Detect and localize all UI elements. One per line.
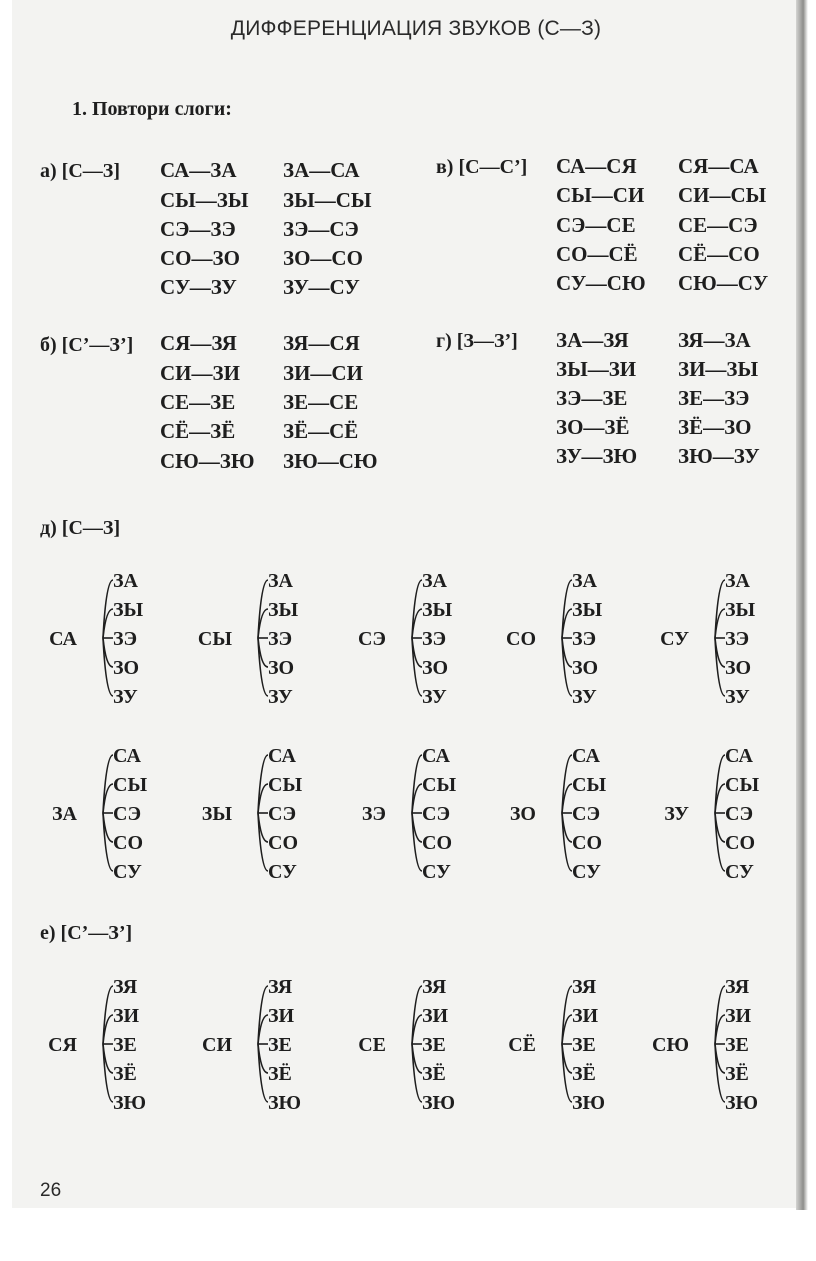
pair-item: СЁ—ЗЁ [160,419,236,443]
pair-item: СУ—СЮ [556,271,646,295]
pair-item: СЕ—ЗЕ [160,390,236,414]
tree-root-syllable: СЕ [358,1034,386,1056]
pair-item: ЗЮ—ЗУ [678,444,760,468]
pair-item: ЗА—СА [283,158,360,182]
pair-item: ЗА—ЗЯ [556,328,629,352]
tree-branch-syllable: ЗА [268,570,293,592]
tree-root-syllable: СЮ [652,1034,689,1056]
tree-branch-syllable: ЗЮ [572,1092,606,1114]
pair-item: СИ—СЫ [678,183,767,207]
book-page [12,0,804,1208]
tree-root-syllable: СИ [202,1034,232,1056]
pair-item: СЮ—СУ [678,271,769,295]
pair-item: ЗО—ЗЁ [556,415,630,439]
tree-branch-syllable: ЗЁ [572,1063,596,1085]
pair-item: ЗЯ—ЗА [678,328,751,352]
tree-branch-syllable: СУ [725,861,754,883]
tree-branch-syllable: СЭ [572,803,601,825]
tree-root-syllable: СУ [660,628,689,650]
pair-item: ЗУ—ЗЮ [556,444,638,468]
tree-branch-syllable: ЗЮ [268,1092,302,1114]
tree-branch-syllable: ЗЫ [113,599,144,621]
tree-branch-syllable: ЗУ [422,686,447,708]
tree-branch-syllable: ЗЯ [268,976,293,998]
tree-branch-syllable: ЗО [268,657,295,679]
tree-branch-syllable: ЗЕ [113,1034,137,1056]
pair-item: ЗЭ—СЭ [283,217,359,241]
tree-branch-syllable: ЗЁ [725,1063,749,1085]
tree-branch-syllable: ЗА [725,570,750,592]
tree-root-syllable: СЫ [197,628,232,650]
tree-branch-syllable: ЗА [572,570,597,592]
pair-item: ЗЫ—ЗИ [556,357,637,381]
section-label-g: г) [З—З’] [436,330,518,352]
pair-item: СЫ—СИ [556,183,645,207]
tree-branch-syllable: СО [572,832,602,854]
tree-branch-syllable: ЗЕ [572,1034,596,1056]
pair-item: ЗИ—СИ [283,361,363,385]
pair-item: ЗЁ—ЗО [678,415,752,439]
pair-item: СИ—ЗИ [160,361,240,385]
tree-branch-syllable: ЗЕ [268,1034,292,1056]
tree-branch-syllable: СУ [572,861,601,883]
tree-branch-syllable: ЗЁ [422,1063,446,1085]
pair-item: ЗИ—ЗЫ [678,357,759,381]
section-label-e: е) [С’—З’] [40,922,133,944]
tree-branch-syllable: ЗЕ [725,1034,749,1056]
tree-branch-syllable: ЗЫ [572,599,603,621]
pair-item: ЗЕ—СЕ [283,390,359,414]
pair-item: СО—ЗО [160,246,240,270]
tree-branch-syllable: СЭ [113,803,142,825]
pair-item: СЮ—ЗЮ [160,449,255,473]
tree-branch-syllable: СО [113,832,143,854]
pair-item: СЁ—СО [678,242,760,266]
exercise-title: 1. Повтори слоги: [72,98,232,120]
tree-branch-syllable: СЭ [725,803,754,825]
section-label-a: а) [С—З] [40,160,120,182]
pair-item: СЭ—ЗЭ [160,217,236,241]
page-edge-shadow [796,0,808,1210]
tree-branch-syllable: СО [268,832,298,854]
tree-branch-syllable: ЗУ [268,686,293,708]
tree-branch-syllable: ЗУ [725,686,750,708]
tree-branch-syllable: ЗЁ [113,1063,137,1085]
tree-branch-syllable: ЗЁ [268,1063,292,1085]
tree-branch-syllable: ЗЯ [422,976,447,998]
pair-item: ЗЁ—СЁ [283,419,359,443]
tree-branch-syllable: ЗО [572,657,599,679]
tree-root-syllable: ЗЫ [201,803,232,825]
pair-item: ЗУ—СУ [283,275,360,299]
tree-branch-syllable: ЗА [422,570,447,592]
tree-branch-syllable: СУ [268,861,297,883]
tree-root-syllable: ЗЭ [361,803,386,825]
tree-branch-syllable: СЫ [572,774,607,796]
tree-branch-syllable: ЗЭ [113,628,138,650]
pair-item: СЕ—СЭ [678,213,758,237]
tree-branch-syllable: СО [422,832,452,854]
pair-item: СА—СЯ [556,154,637,178]
section-label-d: д) [С—З] [40,517,121,539]
tree-branch-syllable: СА [572,745,600,767]
pair-item: СЫ—ЗЫ [160,188,249,212]
tree-branch-syllable: ЗЯ [725,976,750,998]
tree-branch-syllable: СЫ [725,774,760,796]
running-header: ДИФФЕРЕНЦИАЦИЯ ЗВУКОВ (С—З) [230,17,602,40]
tree-branch-syllable: ЗЭ [268,628,293,650]
tree-branch-syllable: СА [725,745,753,767]
tree-branch-syllable: ЗО [422,657,449,679]
pair-item: СА—ЗА [160,158,237,182]
section-label-b: б) [С’—З’] [40,334,134,356]
tree-branch-syllable: ЗА [113,570,138,592]
tree-root-syllable: СО [506,628,536,650]
pair-item: ЗЭ—ЗЕ [556,386,628,410]
pair-item: СЭ—СЕ [556,213,636,237]
pair-item: СЯ—СА [678,154,759,178]
tree-root-syllable: СА [49,628,77,650]
pair-item: СУ—ЗУ [160,275,237,299]
tree-branch-syllable: ЗЭ [725,628,750,650]
tree-branch-syllable: ЗЯ [572,976,597,998]
tree-branch-syllable: ЗИ [113,1005,140,1027]
pair-item: ЗЫ—СЫ [283,188,372,212]
tree-branch-syllable: ЗЮ [725,1092,759,1114]
pair-item: ЗЮ—СЮ [283,449,378,473]
tree-root-syllable: ЗУ [664,803,689,825]
tree-branch-syllable: СЭ [422,803,451,825]
tree-branch-syllable: ЗЫ [725,599,756,621]
tree-branch-syllable: ЗЭ [422,628,447,650]
pair-item: СЯ—ЗЯ [160,331,237,355]
tree-branch-syllable: СА [113,745,141,767]
tree-branch-syllable: ЗЕ [422,1034,446,1056]
tree-branch-syllable: СЫ [268,774,303,796]
tree-root-syllable: СЭ [357,628,386,650]
tree-branch-syllable: СЭ [268,803,297,825]
tree-branch-syllable: СУ [422,861,451,883]
tree-branch-syllable: ЗУ [572,686,597,708]
tree-branch-syllable: СУ [113,861,142,883]
tree-branch-syllable: ЗО [113,657,140,679]
pair-item: СО—СЁ [556,242,638,266]
tree-branch-syllable: ЗИ [422,1005,449,1027]
tree-branch-syllable: ЗЫ [268,599,299,621]
tree-root-syllable: ЗА [52,803,77,825]
tree-branch-syllable: СА [422,745,450,767]
tree-branch-syllable: ЗИ [268,1005,295,1027]
tree-branch-syllable: ЗИ [725,1005,752,1027]
tree-branch-syllable: ЗЭ [572,628,597,650]
tree-branch-syllable: ЗИ [572,1005,599,1027]
tree-branch-syllable: ЗЯ [113,976,138,998]
pair-item: ЗО—СО [283,246,363,270]
tree-branch-syllable: СЫ [422,774,457,796]
tree-branch-syllable: ЗЮ [113,1092,147,1114]
tree-branch-syllable: СА [268,745,296,767]
tree-root-syllable: СЯ [48,1034,77,1056]
tree-root-syllable: СЁ [508,1034,536,1056]
pair-item: ЗЕ—ЗЭ [678,386,750,410]
tree-root-syllable: ЗО [509,803,536,825]
page-number: 26 [40,1180,62,1201]
section-label-v: в) [С—С’] [436,156,528,178]
tree-branch-syllable: ЗЫ [422,599,453,621]
tree-branch-syllable: СЫ [113,774,148,796]
pair-item: ЗЯ—СЯ [283,331,360,355]
tree-branch-syllable: ЗЮ [422,1092,456,1114]
tree-branch-syllable: СО [725,832,755,854]
tree-branch-syllable: ЗУ [113,686,138,708]
tree-branch-syllable: ЗО [725,657,752,679]
